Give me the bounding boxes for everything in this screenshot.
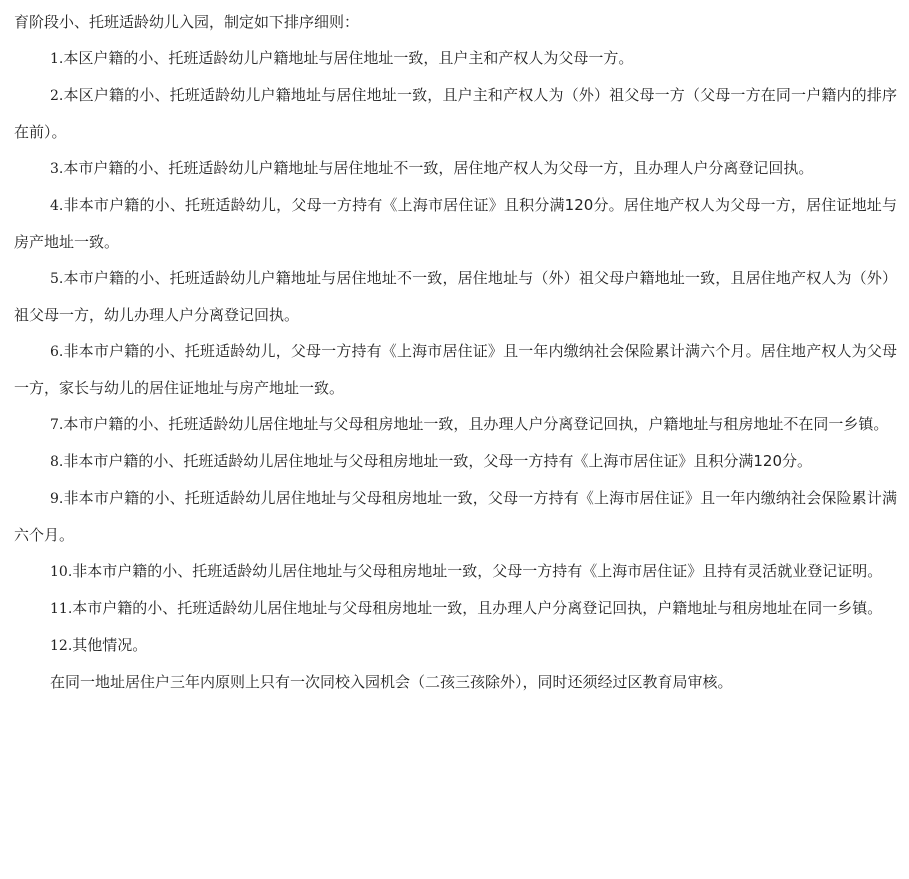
rule-text: 本市户籍的小、托班适龄幼儿居住地址与父母租房地址一致，且办理人户分离登记回执，户籍地址与租房地址在同一乡镇。 [72,599,883,617]
rule-item-2 [14,77,897,150]
rule-item-10 [14,553,897,590]
rule-number: 5. [50,271,64,287]
rule-text: 本区户籍的小、托班适龄幼儿户籍地址与居住地址一致，且户主和产权人为（外）祖父母一方（父母一方在同一户籍内的排序在前）。 [14,86,897,141]
rule-text: 非本市户籍的小、托班适龄幼儿居住地址与父母租房地址一致，父母一方持有《上海市居住证》且一年内缴纳社会保险累计满六个月。 [14,489,897,544]
rule-item-12 [14,627,897,664]
rule-item-4 [14,187,897,260]
rule-number: 11. [50,601,73,617]
rule-item-3 [14,150,897,187]
rule-number: 1. [50,51,64,67]
rule-text: 非本市户籍的小、托班适龄幼儿，父母一方持有《上海市居住证》且积分满120分。居住地产权人为父母一方，居住证地址与房产地址一致。 [14,196,897,251]
rule-number: 10. [50,564,73,580]
rule-number: 2. [50,88,64,104]
rule-number: 12. [50,638,73,654]
rule-number: 4. [50,198,64,214]
rule-item-11 [14,590,897,627]
rule-item-8 [14,443,897,480]
rule-text: 本市户籍的小、托班适龄幼儿户籍地址与居住地址不一致，居住地址与（外）祖父母户籍地址一致，且居住地产权人为（外）祖父母一方，幼儿办理人户分离登记回执。 [14,269,897,324]
rule-text: 本市户籍的小、托班适龄幼儿户籍地址与居住地址不一致，居住地产权人为父母一方，且办理人户分离登记回执。 [63,159,814,177]
rule-item-7 [14,406,897,443]
rule-text: 非本市户籍的小、托班适龄幼儿居住地址与父母租房地址一致，父母一方持有《上海市居住证》且持有灵活就业登记证明。 [72,562,883,580]
rule-number: 7. [50,417,64,433]
closing-note: 在同一地址居住户三年内原则上只有一次同校入园机会（二孩三孩除外），同时还须经过区教育局审核。 [50,673,733,691]
rule-text: 非本市户籍的小、托班适龄幼儿居住地址与父母租房地址一致，父母一方持有《上海市居住证》且积分满120分。 [63,452,812,470]
intro-paragraph: 育阶段小、托班适龄幼儿入园，制定如下排序细则： [14,13,360,31]
rule-number: 3. [50,161,64,177]
rule-text: 非本市户籍的小、托班适龄幼儿，父母一方持有《上海市居住证》且一年内缴纳社会保险累计满六个月。居住地产权人为父母一方，家长与幼儿的居住证地址与房产地址一致。 [14,342,897,397]
rule-number: 9. [50,491,64,507]
rule-item-6 [14,333,897,406]
rule-text: 本市户籍的小、托班适龄幼儿居住地址与父母租房地址一致，且办理人户分离登记回执，户籍地址与租房地址不在同一乡镇。 [63,415,889,433]
rule-number: 8. [50,454,64,470]
rule-item-5 [14,260,897,333]
rule-item-9 [14,480,897,553]
rule-number: 6. [50,344,64,360]
rule-text: 其他情况。 [72,636,148,654]
rule-item-1 [14,40,897,77]
rule-text: 本区户籍的小、托班适龄幼儿户籍地址与居住地址一致，且户主和产权人为父母一方。 [63,49,634,67]
